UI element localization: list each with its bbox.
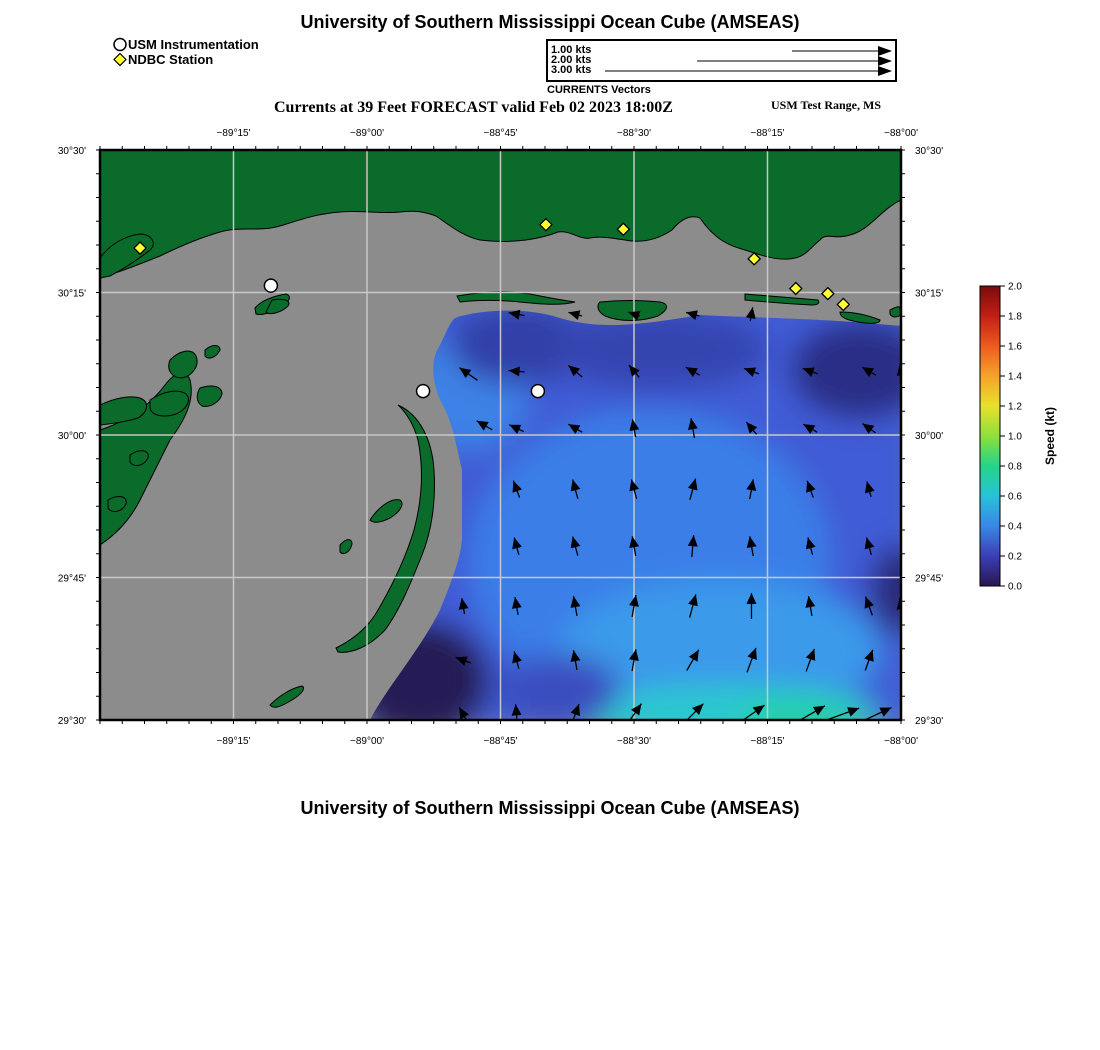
legend-ndbc-label: NDBC Station (128, 52, 214, 67)
vector-key-label-2: 2.00 kts (551, 54, 592, 66)
colorbar-tick-label: 0.2 (1008, 551, 1022, 563)
speed-colorbar (970, 280, 1080, 600)
lon-tick-label-bottom: −89°00' (350, 736, 384, 747)
colorbar-tick-label: 1.2 (1008, 401, 1022, 413)
lat-tick-label-right: 29°45' (915, 573, 944, 585)
colorbar-tick-label: 0.0 (1008, 581, 1022, 593)
vector-key-label-3: 3.00 kts (551, 64, 592, 76)
legend-usm-label: USM Instrumentation (128, 37, 259, 52)
lat-tick-label-left: 30°00' (57, 431, 86, 442)
lat-tick-label-right: 30°15' (915, 288, 944, 300)
region-label: USM Test Range, MS (771, 98, 882, 112)
lon-tick-label-top: −88°15' (750, 128, 785, 139)
lat-tick-label-left: 30°15' (57, 288, 86, 300)
lon-tick-label-bottom: −88°45' (483, 736, 518, 747)
lat-tick-label-left: 29°45' (57, 573, 86, 585)
lon-tick-label-top: −88°45' (483, 128, 518, 139)
lat-tick-label-right: 30°00' (915, 431, 944, 442)
lon-tick-label-top: −89°00' (350, 128, 384, 139)
lon-tick-label-top: −88°30' (617, 128, 651, 139)
map-subtitle: Currents at 39 Feet FORECAST valid Feb 02 2023 18:00Z (274, 99, 673, 116)
colorbar-tick-label: 1.4 (1008, 371, 1022, 383)
lon-tick-label-top: −89°15' (216, 128, 251, 139)
colorbar-gradient (980, 286, 1000, 586)
colorbar-tick-label: 1.6 (1008, 341, 1022, 353)
usm-station-marker (417, 385, 430, 398)
colorbar-tick-label: 1.0 (1008, 431, 1022, 443)
colorbar-ticks (1000, 282, 1022, 593)
lat-tick-label-left: 29°30' (57, 716, 86, 727)
usm-station-marker (531, 385, 544, 398)
colorbar-tick-label: 0.6 (1008, 491, 1022, 503)
vector-key-label-1: 1.00 kts (551, 44, 592, 56)
colorbar-tick-label: 2.0 (1008, 281, 1022, 293)
colorbar-tick-label: 0.8 (1008, 461, 1022, 473)
vector-key-caption: CURRENTS Vectors (547, 84, 651, 96)
colorbar-tick-label: 0.4 (1008, 521, 1022, 533)
colorbar-tick-label: 1.8 (1008, 311, 1022, 323)
lat-tick-label-left: 30°30' (57, 146, 86, 157)
lon-tick-label-top: −88°00' (884, 128, 918, 139)
lon-tick-label-bottom: −88°00' (884, 736, 918, 747)
lon-tick-label-bottom: −89°15' (216, 736, 251, 747)
lon-tick-label-bottom: −88°30' (617, 736, 651, 747)
lon-tick-label-bottom: −88°15' (750, 736, 785, 747)
lat-tick-label-right: 30°30' (915, 146, 944, 157)
lat-tick-label-right: 29°30' (915, 716, 944, 727)
map-title: University of Southern Mississippi Ocean Cube (AMSEAS) (300, 12, 800, 32)
usm-station-marker (264, 279, 277, 292)
colorbar-label: Speed (kt) (1043, 406, 1057, 466)
footer-title: University of Southern Mississippi Ocean Cube (AMSEAS) (300, 798, 800, 818)
